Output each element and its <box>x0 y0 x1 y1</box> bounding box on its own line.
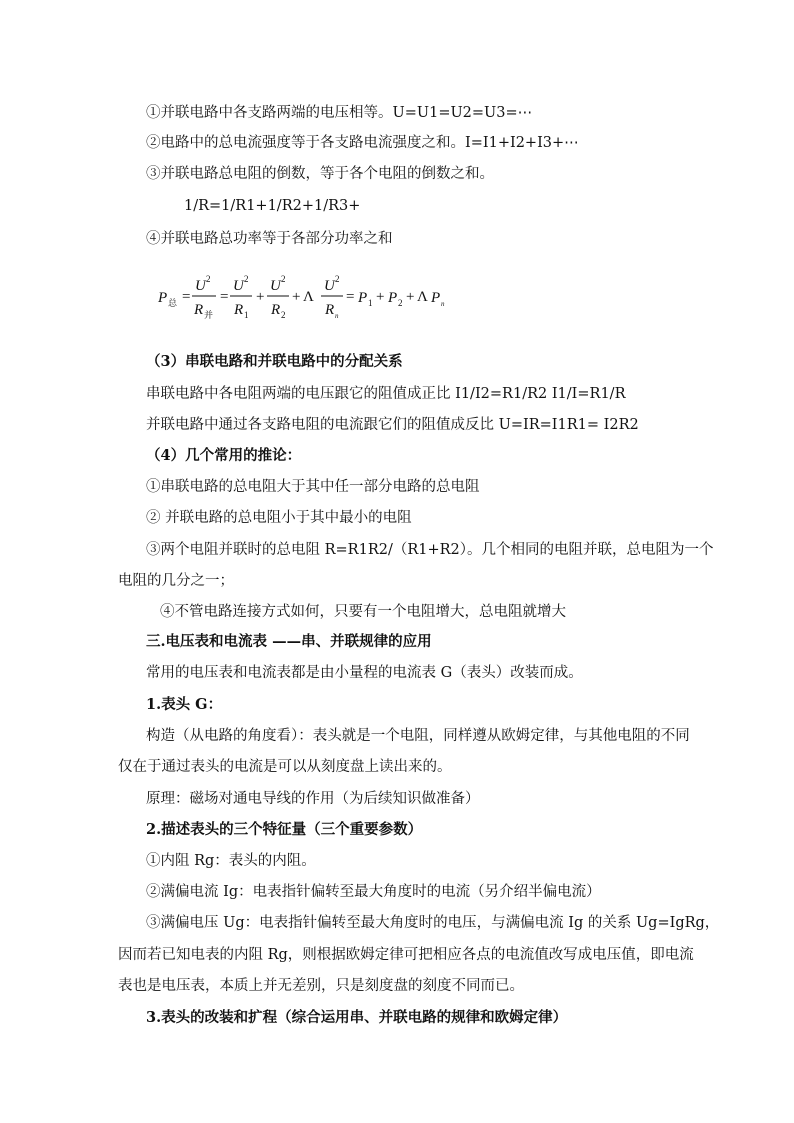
section-heading: 1.表头 G： <box>146 696 223 713</box>
svg-text:U: U <box>195 278 206 294</box>
text-line: 因而若已知电表的内阻 Rg，则根据欧姆定律可把相应各点的电流值改写成电压值，即电流 <box>118 947 694 963</box>
svg-text:n: n <box>335 312 339 320</box>
power-formula <box>150 268 470 328</box>
text-line: 仅在于通过表头的电流是可以从刻度盘上读出来的。 <box>118 759 452 775</box>
svg-text:1: 1 <box>368 298 373 308</box>
section-heading: （3）串联电路和并联电路中的分配关系 <box>146 353 403 370</box>
svg-text:2: 2 <box>244 274 249 284</box>
text-line: ② 并联电路的总电阻小于其中最小的电阻 <box>146 510 412 526</box>
text-line: 常用的电压表和电流表都是由小量程的电流表 G（表头）改装而成。 <box>146 665 583 681</box>
formula-p: P <box>158 290 168 306</box>
text-line: ③两个电阻并联时的总电阻 R=R1R2/（R1+R2）。几个相同的电阻并联，总电阻为一个 <box>146 542 714 558</box>
section-heading: 2.描述表头的三个特征量（三个重要参数） <box>146 821 423 838</box>
svg-text:2: 2 <box>281 310 286 320</box>
text-line: ④并联电路总功率等于各部分功率之和 <box>146 231 393 247</box>
svg-text:U: U <box>324 278 335 294</box>
svg-text:2: 2 <box>281 274 286 284</box>
text-line: 串联电路中各电阻两端的电压跟它的阻值成正比 I1/I2=R1/R2 I1/I=R1/R <box>146 386 626 402</box>
svg-text:P: P <box>431 290 441 306</box>
svg-text:+: + <box>406 289 415 305</box>
text-line: ①并联电路中各支路两端的电压相等。U=U1=U2=U3=⋯ <box>146 105 533 121</box>
text-line: ①内阻 Rg：表头的内阻。 <box>146 853 316 869</box>
section-heading: （4）几个常用的推论： <box>146 447 302 464</box>
svg-text:+: + <box>256 289 265 305</box>
svg-text:R: R <box>234 302 244 318</box>
svg-text:Λ: Λ <box>303 289 314 305</box>
svg-text:P: P <box>388 290 398 306</box>
svg-text:R: R <box>271 302 281 318</box>
text-line: 电阻的几分之一； <box>118 573 234 589</box>
svg-text:P: P <box>358 290 368 306</box>
svg-text:1: 1 <box>244 310 249 320</box>
svg-text:2: 2 <box>335 274 340 284</box>
svg-text:R: R <box>325 302 335 318</box>
svg-text:=: = <box>346 289 355 305</box>
text-line: 并联电路中通过各支路电阻的电流跟它们的阻值成反比 U=IR=I1R1= I2R2 <box>146 417 639 433</box>
svg-text:总: 总 <box>168 298 178 308</box>
svg-text:n: n <box>441 300 445 308</box>
text-line: ①串联电路的总电阻大于其中任一部分电路的总电阻 <box>146 479 480 495</box>
text-line: 构造（从电路的角度看）：表头就是一个电阻，同样遵从欧姆定律，与其他电阻的不同 <box>146 728 690 744</box>
svg-text:=: = <box>220 289 229 305</box>
text-line: ②电路中的总电流强度等于各支路电流强度之和。I=I1+I2+I3+⋯ <box>146 135 579 151</box>
text-line: 原理：磁场对通电导线的作用（为后续知识做准备） <box>146 791 480 807</box>
svg-text:+: + <box>376 289 385 305</box>
svg-text:U: U <box>233 278 244 294</box>
svg-text:U: U <box>270 278 281 294</box>
text-line: 1/R=1/R1+1/R2+1/R3+ <box>184 198 361 214</box>
text-line: 表也是电压表，本质上并无差别，只是刻度盘的刻度不同而已。 <box>118 978 524 994</box>
svg-text:并: 并 <box>204 310 214 320</box>
section-heading: 3.表头的改装和扩程（综合运用串、并联电路的规律和欧姆定律） <box>146 1009 568 1026</box>
svg-text:R: R <box>194 302 204 318</box>
svg-text:=: = <box>182 289 191 305</box>
svg-text:2: 2 <box>398 298 403 308</box>
svg-text:+: + <box>292 289 301 305</box>
section-heading: 三.电压表和电流表 ——串、并联规律的应用 <box>146 633 432 650</box>
text-line: ③并联电路总电阻的倒数，等于各个电阻的倒数之和。 <box>146 166 494 182</box>
svg-text:2: 2 <box>206 274 211 284</box>
text-line: ②满偏电流 Ig：电表指针偏转至最大角度时的电流（另介绍半偏电流） <box>146 884 601 900</box>
text-line: ④不管电路连接方式如何，只要有一个电阻增大，总电阻就增大 <box>160 604 566 620</box>
svg-text:Λ: Λ <box>417 289 428 305</box>
text-line: ③满偏电压 Ug：电表指针偏转至最大角度时的电压，与满偏电流 Ig 的关系 Ug=IgRg， <box>146 915 720 931</box>
